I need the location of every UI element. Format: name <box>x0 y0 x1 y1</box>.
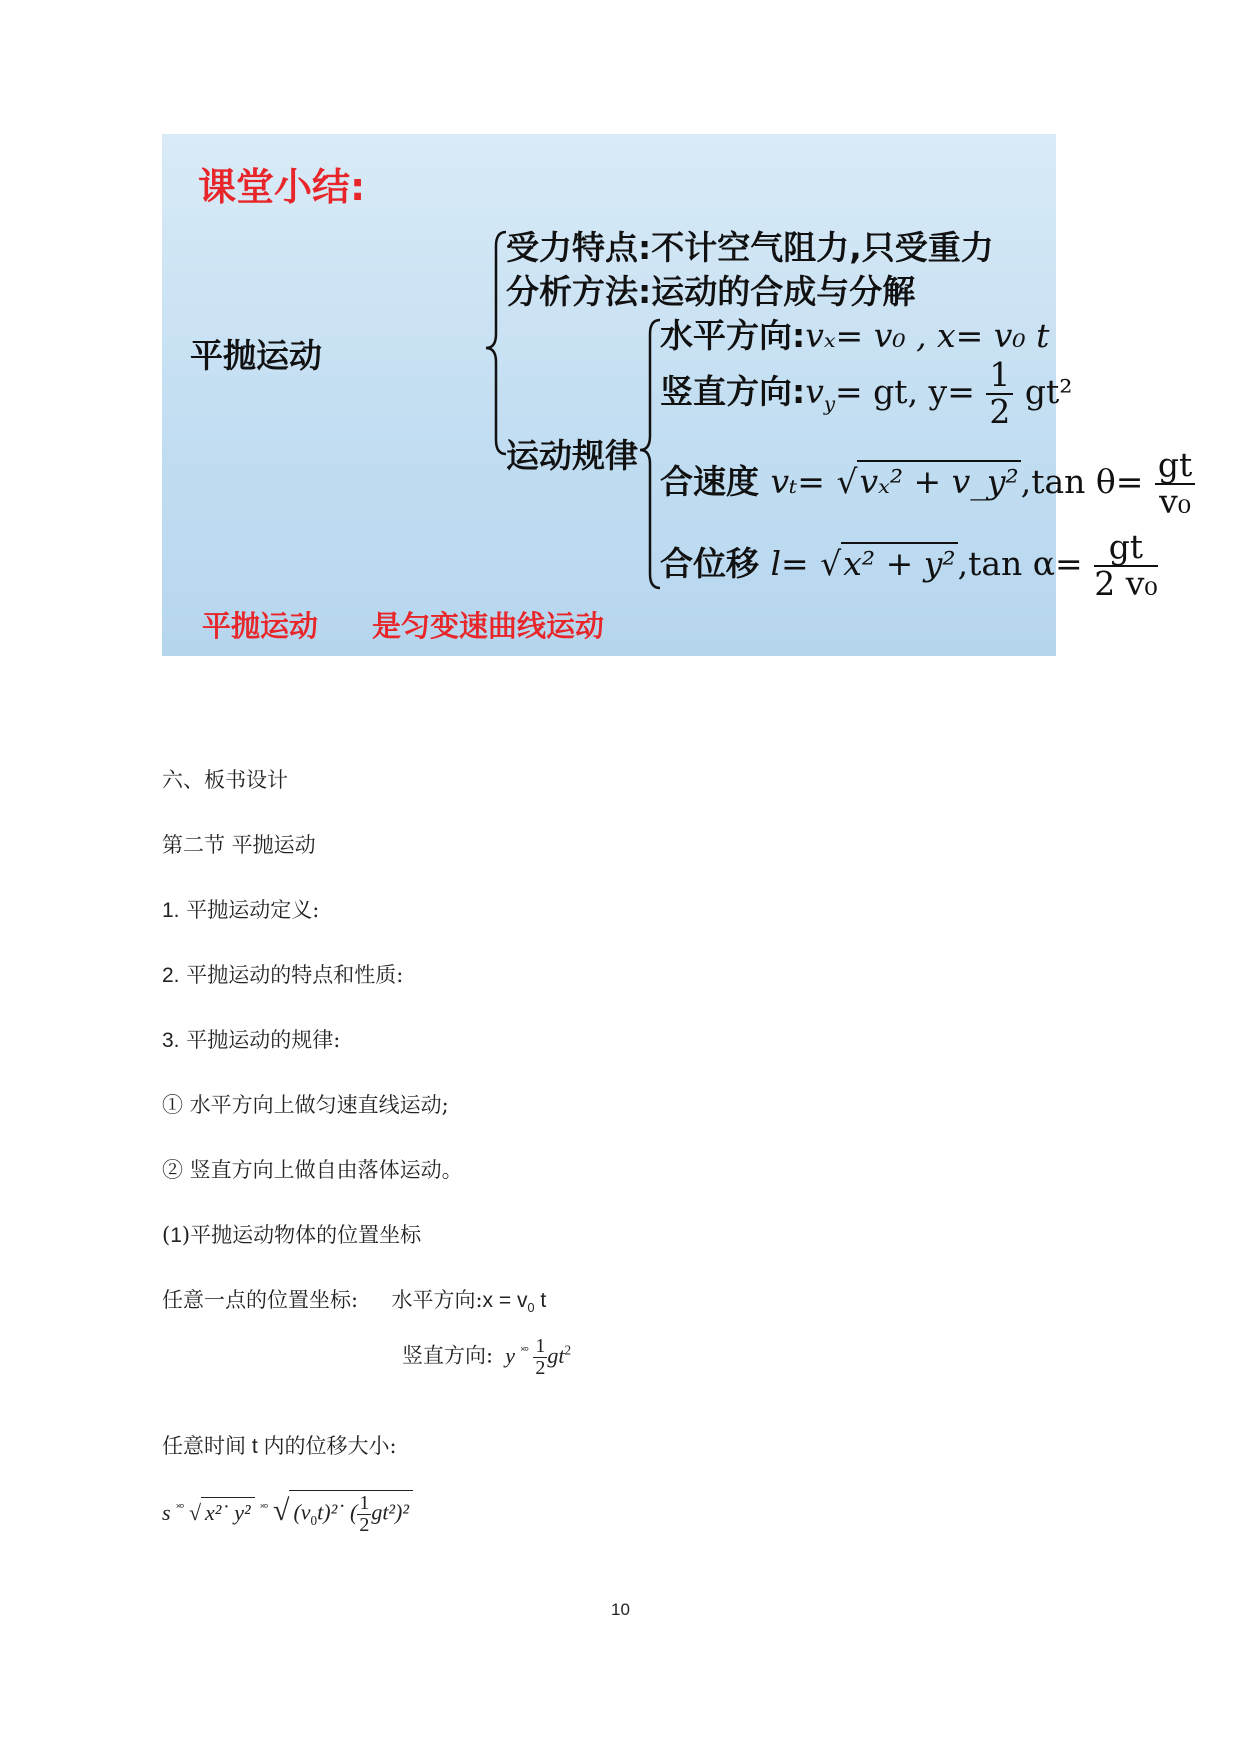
displacement-label: 任意时间 t 内的位移大小: <box>162 1434 397 1458</box>
summary-root: 平抛运动 <box>190 336 322 375</box>
summary-horizontal: 水平方向:vₓ= v₀ , x= v₀ t <box>660 316 1050 355</box>
page-number: 10 <box>611 1600 630 1619</box>
section-heading: 六、板书设计 <box>162 768 288 792</box>
subsection-1: (1)平抛运动物体的位置坐标 <box>162 1223 422 1247</box>
circled-item-2: ② 竖直方向上做自由落体运动。 <box>162 1158 463 1182</box>
summary-title: 课堂小结: <box>198 165 366 209</box>
summary-footer-right: 是匀变速曲线运动 <box>372 609 605 643</box>
summary-method: 分析方法:运动的合成与分解 <box>506 272 916 311</box>
summary-laws: 运动规律 <box>506 436 638 475</box>
summary-force: 受力特点:不计空气阻力,只受重力 <box>506 228 994 267</box>
list-item-1: 1. 平抛运动定义: <box>162 898 320 922</box>
summary-footer-left: 平抛运动 <box>202 609 319 643</box>
summary-displacement: 合位移 l= √x² + y²,tan α= $\frac{gt}{\text{2 v₀}}$ <box>660 527 1158 603</box>
chapter-heading: 第二节 平抛运动 <box>162 833 316 857</box>
position-line: 任意一点的位置坐标: 水平方向:x = $v_0$ t <box>162 1288 547 1316</box>
summary-vertical: 竖直方向$:v_y=$ gt, y= $\frac{1}{2}$ gt² <box>660 355 1073 431</box>
circled-item-1: ① 水平方向上做匀速直线运动; <box>162 1093 449 1117</box>
vertical-position-line: 竖直方向: y ˟° $\frac{1}{2}$ $gt^2$ <box>402 1335 572 1379</box>
list-item-2: 2. 平抛运动的特点和性质: <box>162 963 404 987</box>
summary-velocity: 合速度 vₜ= √vₓ² + v_y²,tan θ= $\frac{gt}{\text{v₀}}$ <box>660 448 1195 519</box>
summary-slide-image <box>162 134 1193 656</box>
displacement-formula: s ˟° √ x²˙ y² ˟° √ $(v_0t)^2˙$ ( $\frac{1}{2}$ gt²)² <box>162 1490 413 1536</box>
list-item-3: 3. 平抛运动的规律: <box>162 1028 341 1052</box>
